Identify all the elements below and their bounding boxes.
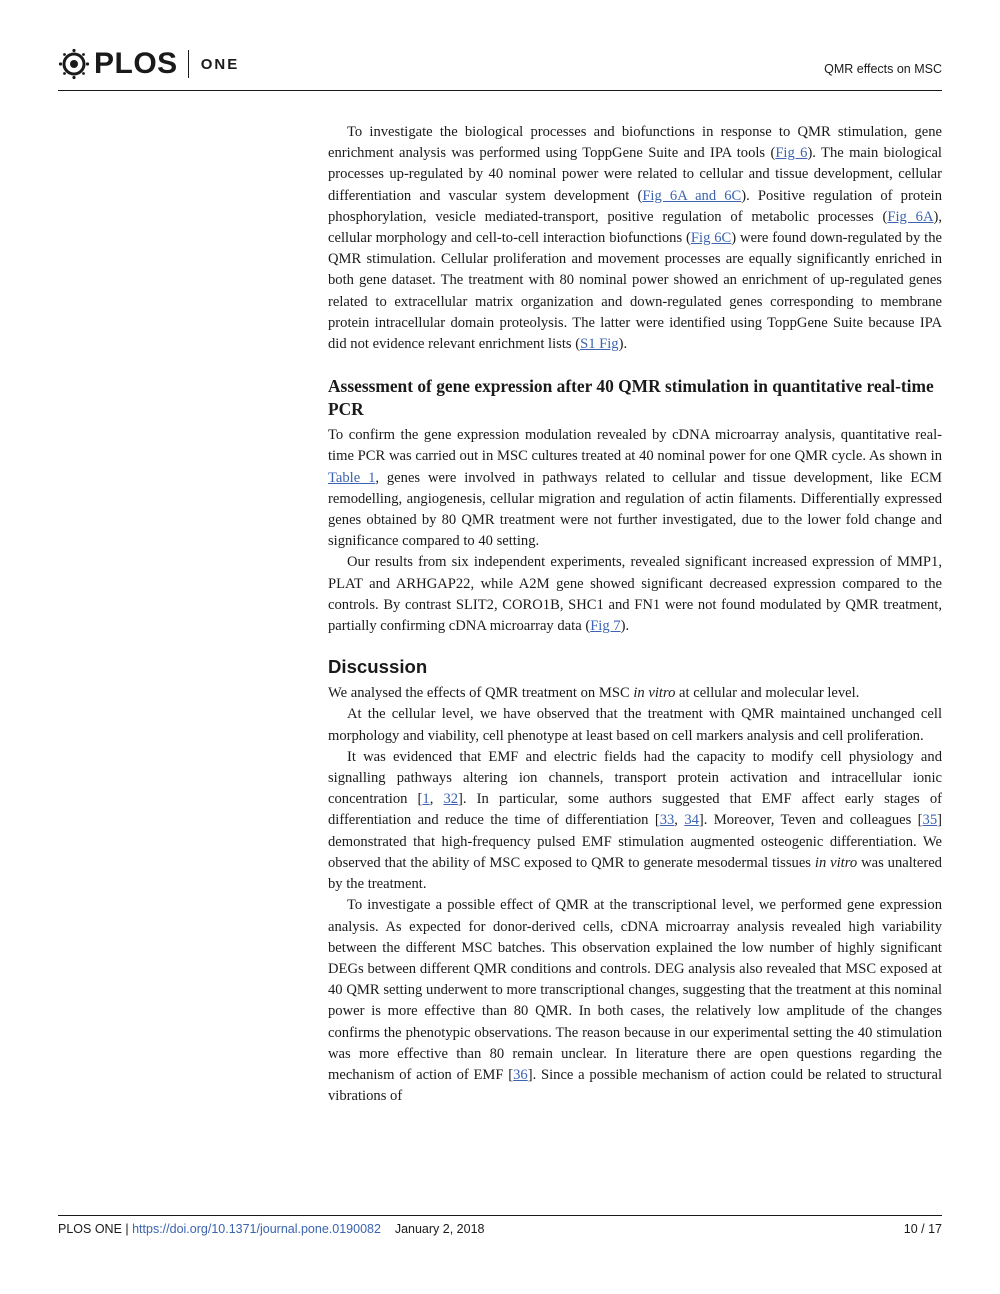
reference-link[interactable]: Fig 7 (590, 618, 621, 635)
italic-text: in vitro (633, 685, 676, 702)
text-run: ]. Since a possible mechanism of action could be related to structural vibrations of (328, 1066, 942, 1105)
text-run: ) were found down-regulated by the QMR stimulation. Cellular proliferation and movement processes are equally significantly enriched in both gene dataset. The treatment with 80 nominal power showed an enrichment of up-regulated genes related to extracellular matrix organization and down-regulated genes corresponding to membrane protein intracellular domain proteolysis. The latter were identified using ToppGene Suite because IPA did not evidence relevant enrichment lists ( (328, 230, 942, 353)
reference-link[interactable]: 35 (922, 812, 938, 829)
text-run: ]. In particular, some authors suggested that EMF affect early stages of differentiation and reduce the time of differentiation [ (328, 791, 942, 829)
running-title: QMR effects on MSC (824, 62, 942, 76)
text-run: , (674, 812, 685, 829)
footer-date: January 2, 2018 (394, 1222, 485, 1236)
text-run: At the cellular level, we have observed that the treatment with QMR maintained unchanged cell morphology and viability, cell phenotype at least based on cell markers analysis and cell proliferation. (328, 706, 942, 744)
reference-link[interactable]: 32 (443, 791, 459, 808)
logo-suffix: ONE (200, 55, 240, 73)
reference-link[interactable]: Fig 6 (775, 145, 808, 162)
logo-wordmark: PLOS (94, 47, 178, 80)
text-run: , genes were involved in pathways related to cellular and tissue development, like ECM remodelling, angiogenesis, cellular migration and regulation of actin filaments. Differentially expressed genes obtained by 80 QMR treatment were not further investigated, due to the lower fold change and significance compared to 40 setting. (328, 469, 942, 550)
text-run: ), cellular morphology and cell-to-cell interaction biofunctions ( (328, 208, 943, 247)
text-run: was unaltered by the treatment. (328, 854, 942, 893)
paragraph (328, 747, 942, 895)
plos-one-logo (58, 44, 239, 84)
text-run: , (429, 791, 444, 808)
text-run: We analysed the effects of QMR treatment on MSC (328, 685, 634, 702)
text-run: ). Positive regulation of protein phosphorylation, vesicle mediated-transport, positive regulation of metabolic processes ( (328, 187, 943, 225)
reference-link[interactable]: 34 (684, 812, 699, 829)
text-run: ). The main biological processes up-regulated by 40 nominal power were related to cellular and tissue development, cellular differentiation and vascular system development ( (328, 145, 942, 204)
footer-journal: PLOS ONE | (58, 1222, 133, 1236)
footer-rule (58, 1215, 942, 1216)
page-number: 10 / 17 (903, 1222, 942, 1236)
text-run: To investigate a possible effect of QMR at the transcriptional level, we performed gene expression analysis. As expected for donor-derived cells, cDNA microarray analysis revealed high variability between the different MSC batches. This observation explained the low number of highly significant DEGs between different QMR conditions and controls. DEG analysis also revealed that MSC exposed at 40 QMR setting underwent to more transcriptional changes, suggesting that the treatment at this nominal power is more effective than 80 QMR. In both cases, the relatively low amplitude of the changes confirms the phenotypic observations. The reason because in our experimental setting the 40 stimulation was more effective than 80 remain unclear. In literature there are open questions regarding the mechanism of action of EMF [ (328, 897, 942, 1083)
text-run: It was evidenced that EMF and electric fields had the capacity to modify cell physiology and signalling pathways altering ion channels, transport protein activation and intracellular ionic concentration [ (328, 748, 942, 808)
reference-link[interactable]: 33 (659, 812, 675, 829)
text-run: ] demonstrated that high-frequency pulsed EMF stimulation augmented osteogenic differentiation. We observed that the ability of MSC exposed to QMR to generate mesodermal tissues (328, 812, 942, 871)
text-run: To investigate the biological processes and biofunctions in response to QMR stimulation, gene enrichment analysis was performed using ToppGene Suite and IPA tools ( (328, 124, 942, 162)
paragraph (328, 552, 942, 637)
reference-link[interactable]: 1 (422, 791, 430, 808)
plos-logo-icon (58, 48, 90, 80)
text-run: Our results from six independent experiments, revealed significant increased expression of MMP1, PLAT and ARHGAP22, while A2M gene showed significant decreased expression compared to the controls. By contrast SLIT2, CORO1B, SHC1 and FN1 were not found modulated by QMR treatment, partially confirming cDNA microarray data ( (328, 554, 942, 635)
text-run: ). (620, 618, 630, 635)
reference-link[interactable]: Fig 6A and 6C (642, 187, 742, 204)
paragraph (328, 425, 942, 552)
article-body (328, 122, 942, 1107)
text-run: ]. Moreover, Teven and colleagues [ (698, 812, 923, 829)
section-heading: Assessment of gene expression after 40 QMR stimulation in quantitative real-time PCR (328, 376, 934, 420)
page-header (58, 40, 942, 90)
reference-link[interactable]: Fig 6C (690, 230, 732, 247)
doi-link[interactable]: https://doi.org/10.1371/journal.pone.0190082 (132, 1222, 381, 1236)
page-footer (58, 1222, 942, 1236)
paragraph (328, 683, 942, 704)
reference-link[interactable]: Fig 6A (887, 208, 934, 225)
reference-link[interactable]: Table 1 (328, 469, 376, 486)
logo-divider (188, 50, 189, 78)
text-run: at cellular and molecular level. (675, 685, 860, 702)
paragraph (328, 704, 942, 746)
text-run: To confirm the gene expression modulation revealed by cDNA microarray analysis, quantitative real-time PCR was carried out in MSC cultures treated at 40 nominal power for one QMR cycle. As shown in (328, 427, 942, 465)
italic-text: in vitro (814, 854, 858, 871)
reference-link[interactable]: S1 Fig (580, 336, 619, 353)
paragraph (328, 895, 942, 1107)
header-rule (58, 90, 942, 91)
reference-link[interactable]: 36 (513, 1066, 528, 1083)
text-run: ). (618, 336, 628, 353)
section-heading-discussion: Discussion (328, 656, 428, 678)
paragraph (328, 122, 942, 355)
